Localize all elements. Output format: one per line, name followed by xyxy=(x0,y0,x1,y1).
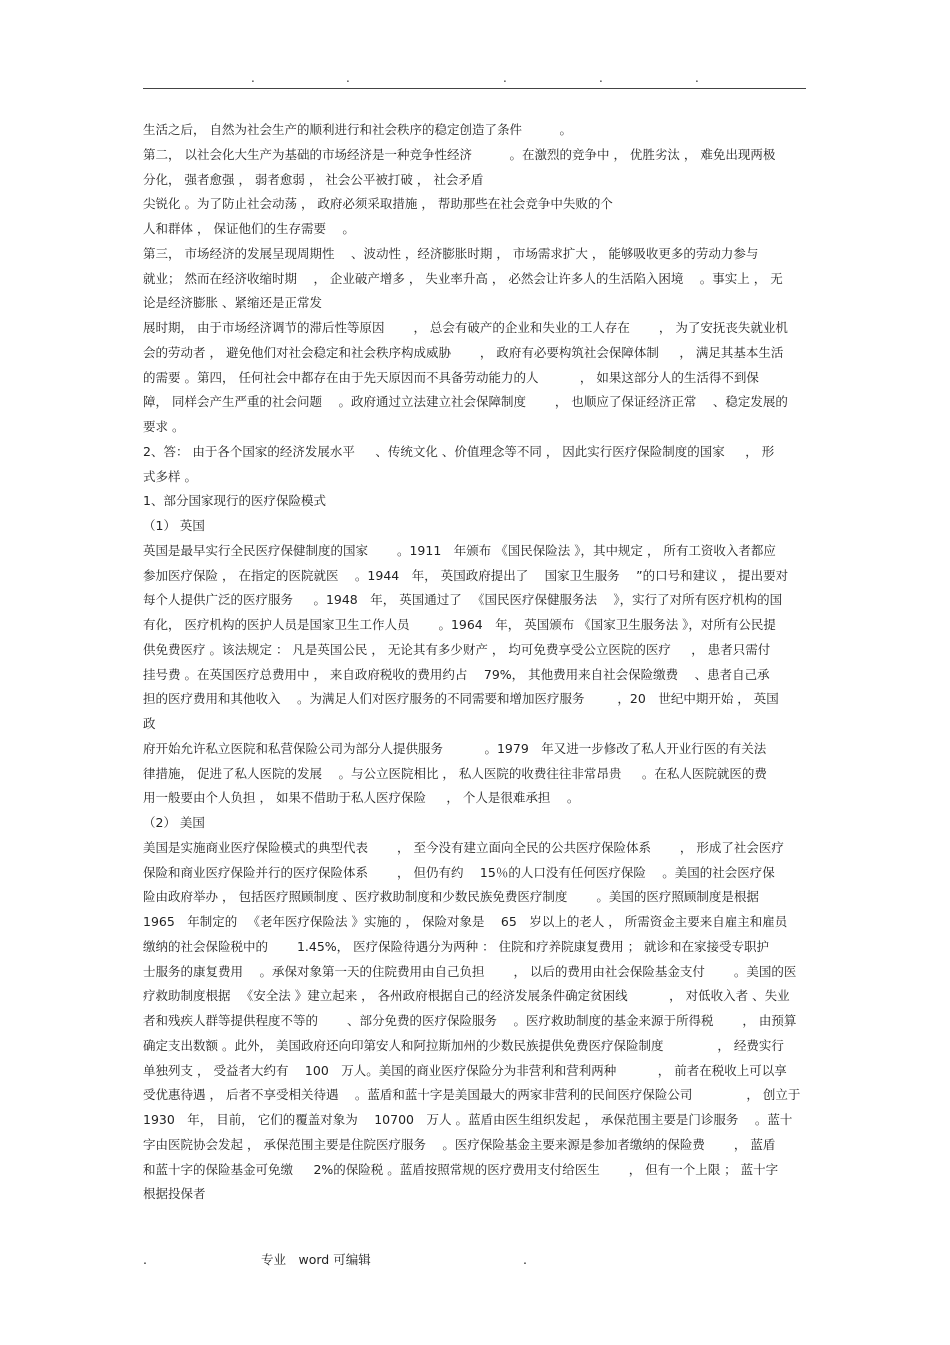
text-line: 美国是实施商业医疗保险模式的典型代表 ， 至今没有建立面向全民的公共医疗保险体系 ， 形成了社会医疗 xyxy=(143,839,784,855)
text-line: 供免费医疗 。该法规定 ： 凡是英国公民 ， 无论其有多少财产 ， 均可免费享受公立医院的医疗 ， 患者只需付 xyxy=(143,641,771,657)
text-line: 1、部分国家现行的医疗保险模式 xyxy=(143,493,326,509)
text-line: 障， 同样会产生严重的社会问题 。政府通过立法建立社会保障制度 ， 也顺应了保证经济正常 、稳定发展的 xyxy=(143,394,788,410)
text-line: 单独列支 ， 受益者大约有 100 万人。美国的商业医疗保险分为非营利和营利两种 ， 前者在税收上可以享 xyxy=(143,1062,787,1078)
text-line: 要求 。 xyxy=(143,419,185,434)
text-line: 受优惠待遇 ， 后者不享受相关待遇 。蓝盾和蓝十字是美国最大的两家非营利的民间医疗保险公司 ， 创立于 xyxy=(143,1087,801,1103)
text-line: 者和残疾人群等提供程度不等的 、部分免费的医疗保险服务 。医疗救助制度的基金来源于所得税 ， 由预算 xyxy=(143,1013,797,1028)
text-line: 分化， 强者愈强 ， 弱者愈弱 ， 社会公平被打破 ， 社会矛盾 xyxy=(143,171,484,187)
text-line: 险由政府举办 ， 包括医疗照顾制度 、医疗救助制度和少数民族免费医疗制度 。美国的医疗照顾制度是根据 xyxy=(143,889,759,905)
text-line: 人和群体 ， 保证他们的生存需要 。 xyxy=(143,221,355,236)
text-line: 缴纳的社会保险税中的 1.45%， 医疗保险待遇分为两种 ： 住院和疗养院康复费用 ； 就诊和在家接受专职护 xyxy=(143,938,770,954)
header-dot: . xyxy=(251,71,255,85)
document-body xyxy=(143,118,806,1207)
text-line: 根据投保者 xyxy=(143,1186,206,1202)
text-line: 参加医疗保险 ， 在指定的医院就医 。1944 年， 英国政府提出了 国家卫生服务 ”的口号和建议 ， 提出要对 xyxy=(143,567,789,583)
text-line: 2、答： 由于各个国家的经济发展水平 、传统文化 、价值理念等不同 ， 因此实行医疗保险制度的国家 ， 形 xyxy=(143,443,775,459)
text-line: 会的劳动者 ， 避免他们对社会稳定和社会秩序构成威胁 ， 政府有必要构筑社会保障体制 ， 满足其基本生活 xyxy=(143,344,784,360)
text-line: 挂号费 。在英国医疗总费用中 ， 来自政府税收的费用约占 79%， 其他费用来自社会保险缴费 、患者自己承 xyxy=(143,666,770,682)
text-line: 字由医院协会发起 ， 承保范围主要是住院医疗服务 。医疗保险基金主要来源是参加者缴纳的保险费 ， 蓝盾 xyxy=(143,1136,776,1152)
text-line: 的需要 。第四， 任何社会中都存在由于先天原因而不具备劳动能力的人 ， 如果这部分人的生活得不到保 xyxy=(143,369,759,385)
text-line: 式多样 。 xyxy=(143,468,197,484)
header-dot: . xyxy=(503,71,507,85)
text-line: 担的医疗费用和其他收入 。为满足人们对医疗服务的不同需要和增加医疗服务 ，20 世纪中期开始 ， 英国 xyxy=(143,691,779,707)
text-line: 尖锐化 。为了防止社会动荡 ， 政府必须采取措施 ， 帮助那些在社会竞争中失败的个 xyxy=(143,196,613,212)
page-footer xyxy=(143,1252,806,1268)
text-line: （1） 英国 xyxy=(143,518,205,533)
text-line: 士服务的康复费用 。承保对象第一天的住院费用由自己负担 ， 以后的费用由社会保险基金支付 。美国的医 xyxy=(143,963,797,979)
header-dot: . xyxy=(695,71,699,85)
text-line: （2） 美国 xyxy=(143,815,205,830)
text-line: 就业； 然而在经济收缩时期 ， 企业破产增多 ， 失业率升高 ， 必然会让许多人的生活陷入困境 。事实上 ， 无 xyxy=(143,270,783,286)
text-line: 1930 年， 目前， 它们的覆盖对象为 10700 万人 。蓝盾由医生组织发起 ， 承保范围主要是门诊服务 。蓝十 xyxy=(143,1112,793,1127)
footer-right-dot: . xyxy=(523,1252,527,1267)
text-line: 府开始允许私立医院和私营保险公司为部分人提供服务 。1979 年又进一步修改了私人开业行医的有关法 xyxy=(143,740,767,756)
footer-label: 专业 word 可编辑 xyxy=(261,1252,371,1267)
text-line: 第二， 以社会化大生产为基础的市场经济是一种竞争性经济 。在激烈的竞争中 ， 优胜劣汰 ， 难免出现两极 xyxy=(143,146,776,162)
text-line: 英国是最早实行全民医疗保健制度的国家 。1911 年颁布 《国民保险法 》，其中规定 ， 所有工资收入者都应 xyxy=(143,542,776,558)
text-line: 用一般要由个人负担 ， 如果不借助于私人医疗保险 ， 个人是很难承担 。 xyxy=(143,790,580,806)
page-header xyxy=(143,70,806,89)
text-line: 保险和商业医疗保险并行的医疗保险体系 ， 但仍有约 15％的人口没有任何医疗保险 。美国的社会医疗保 xyxy=(143,864,775,880)
text-line: 律措施， 促进了私人医院的发展 。与公立医院相比 ， 私人医院的收费往往非常昂贵 。在私人医院就医的费 xyxy=(143,765,767,781)
text-line: 1965 年制定的 《老年医疗保险法 》实施的 ， 保险对象是 65 岁以上的老人 ， 所需资金主要来自雇主和雇员 xyxy=(143,914,788,929)
text-line: 确定支出数额 。此外， 美国政府还向印第安人和阿拉斯加州的少数民族提供免费医疗保险制度 ， 经费实行 xyxy=(143,1037,784,1053)
text-line: 第三， 市场经济的发展呈现周期性 、波动性 ，经济膨胀时期 ， 市场需求扩大 ， 能够吸收更多的劳动力参与 xyxy=(143,245,759,261)
footer-left-dot: . xyxy=(143,1252,147,1267)
header-dot: . xyxy=(346,71,350,85)
text-line: 有化， 医疗机构的医护人员是国家卫生工作人员 。1964 年， 英国颁布 《国家卫生服务法 》，对所有公民提 xyxy=(143,617,776,632)
header-dot: . xyxy=(599,71,603,85)
text-line: 和蓝十字的保险基金可免缴 2%的保险税 。蓝盾按照常规的医疗费用支付给医生 ， 但有一个上限 ； 蓝十字 xyxy=(143,1161,779,1177)
text-line: 论是经济膨胀 、紧缩还是正常发 xyxy=(143,295,322,311)
text-line: 政 xyxy=(143,716,156,731)
text-line: 每个人提供广泛的医疗服务 。1948 年， 英国通过了 《国民医疗保健服务法 》，实行了对所有医疗机构的国 xyxy=(143,592,783,608)
text-line: 生活之后， 自然为社会生产的顺利进行和社会秩序的稳定创造了条件 。 xyxy=(143,122,572,137)
text-line: 展时期， 由于市场经济调节的滞后性等原因 ， 总会有破产的企业和失业的工人存在 ， 为了安抚丧失就业机 xyxy=(143,320,788,335)
text-line: 疗救助制度根据 《安全法 》建立起来 ， 各州政府根据自己的经济发展条件确定贫困线 ， 对低收入者 、失业 xyxy=(143,988,790,1004)
